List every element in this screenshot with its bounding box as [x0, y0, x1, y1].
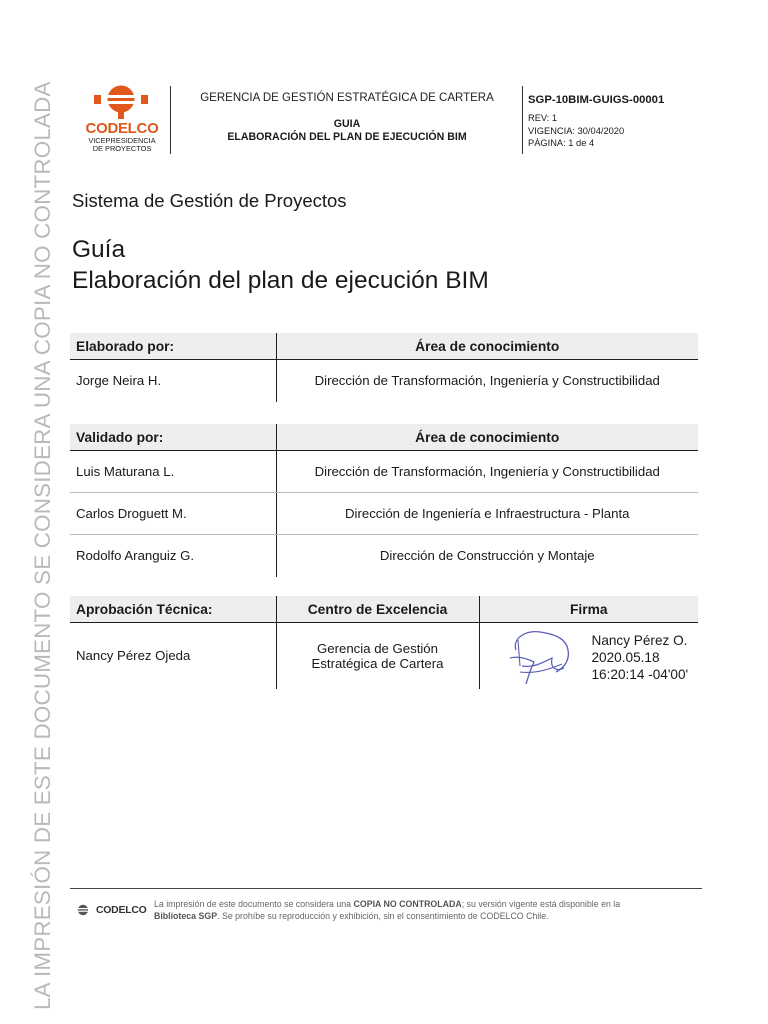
guia-label: GUIA — [333, 118, 361, 130]
footer-text-part1: La impresión de este documento se considera una — [154, 899, 354, 909]
logo-wordmark: CODELCO — [85, 120, 159, 137]
elaborado-header: Elaborado por: — [70, 333, 276, 360]
aprobacion-header: Aprobación Técnica: — [70, 596, 276, 623]
guia-title: ELABORACIÓN DEL PLAN DE EJECUCIÓN BIM — [227, 131, 467, 143]
table-header-row — [70, 424, 698, 451]
validator-area: Dirección de Ingeniería e Infraestructura - Planta — [276, 493, 698, 535]
logo-subtitle — [72, 137, 172, 154]
aprobacion-table — [70, 596, 698, 689]
system-subtitle: Sistema de Gestión de Proyectos — [72, 190, 347, 211]
signature-date: 2020.05.18 — [591, 649, 660, 665]
footer-text-part3: . Se prohíbe su reproducción y exhibición, sin el consentimiento de CODELCO Chile. — [217, 910, 549, 921]
validado-header: Validado por: — [70, 424, 276, 451]
table-row — [70, 493, 698, 535]
signature-cell — [479, 623, 698, 689]
table-row — [70, 535, 698, 577]
page-number: PÁGINA: 1 de 4 — [528, 138, 595, 149]
validator-area: Dirección de Transformación, Ingeniería y Constructibilidad — [276, 451, 698, 493]
footer-text-part2: ; su versión vigente está disponible en la — [461, 899, 621, 909]
firma-header: Firma — [479, 596, 698, 623]
footer-divider — [70, 888, 702, 889]
codelco-small-emblem-icon — [74, 904, 92, 916]
author-area: Dirección de Transformación, Ingeniería y Constructibilidad — [314, 373, 660, 389]
validator-name: Carlos Droguett M. — [70, 493, 276, 535]
document-header — [70, 84, 700, 158]
footer-text-bold2: Biblioteca SGP — [154, 910, 218, 921]
codelco-logo — [72, 84, 168, 158]
document-title — [72, 234, 489, 296]
validado-table — [70, 424, 698, 577]
table-row — [70, 360, 698, 402]
gerencia-label: GERENCIA DE GESTIÓN ESTRATÉGICA DE CARTERA — [200, 92, 494, 104]
revision: REV: 1 — [528, 113, 558, 123]
uncontrolled-copy-watermark: LA IMPRESIÓN DE ESTE DOCUMENTO SE CONSIDERA UNA COPIA NO CONTROLADA — [30, 81, 55, 1010]
digital-signature-text — [592, 632, 689, 683]
logo-subtitle-line2: DE PROYECTOS — [92, 144, 152, 154]
signature-time: 16:20:14 -04'00' — [591, 666, 689, 682]
document-meta-lines — [528, 112, 703, 150]
validator-name: Rodolfo Aranguiz G. — [70, 535, 276, 577]
title-line2: Elaboración del plan de ejecución BIM — [72, 267, 489, 294]
footer-disclaimer — [154, 899, 702, 922]
codelco-emblem-icon — [94, 84, 148, 120]
title-line1: Guía — [72, 236, 126, 263]
approver-name: Nancy Pérez Ojeda — [70, 623, 276, 689]
vigencia: VIGENCIA: 30/04/2020 — [528, 125, 625, 136]
document-code: SGP-10BIM-GUIGS-00001 — [528, 94, 665, 106]
table-header-row — [70, 333, 698, 360]
validator-name: Luis Maturana L. — [70, 451, 276, 493]
footer-text-bold1: COPIA NO CONTROLADA — [353, 899, 462, 909]
elaborado-table — [70, 333, 698, 402]
guia-heading — [176, 118, 518, 144]
centro-line1: Gerencia de Gestión — [317, 640, 438, 656]
centro-header: Centro de Excelencia — [276, 596, 479, 623]
footer-logo-text: CODELCO — [96, 904, 147, 916]
logo-subtitle-line1: VICEPRESIDENCIA — [88, 136, 156, 145]
centro-cell — [276, 623, 479, 689]
header-divider-right — [522, 86, 523, 154]
author-name: Jorge Neira H. — [70, 360, 276, 402]
signer-name: Nancy Pérez O. — [591, 632, 688, 648]
validator-area: Dirección de Construcción y Montaje — [379, 548, 595, 564]
area-header: Área de conocimiento — [276, 424, 698, 451]
centro-line2: Estratégica de Cartera — [311, 655, 444, 671]
table-row — [70, 451, 698, 493]
document-metadata — [528, 94, 703, 150]
table-row — [70, 623, 698, 689]
footer-logo — [74, 904, 147, 916]
handwritten-signature-icon — [504, 628, 576, 688]
area-header: Área de conocimiento — [276, 333, 698, 360]
table-header-row — [70, 596, 698, 623]
header-center-block — [176, 92, 518, 144]
header-divider-left — [170, 86, 171, 154]
